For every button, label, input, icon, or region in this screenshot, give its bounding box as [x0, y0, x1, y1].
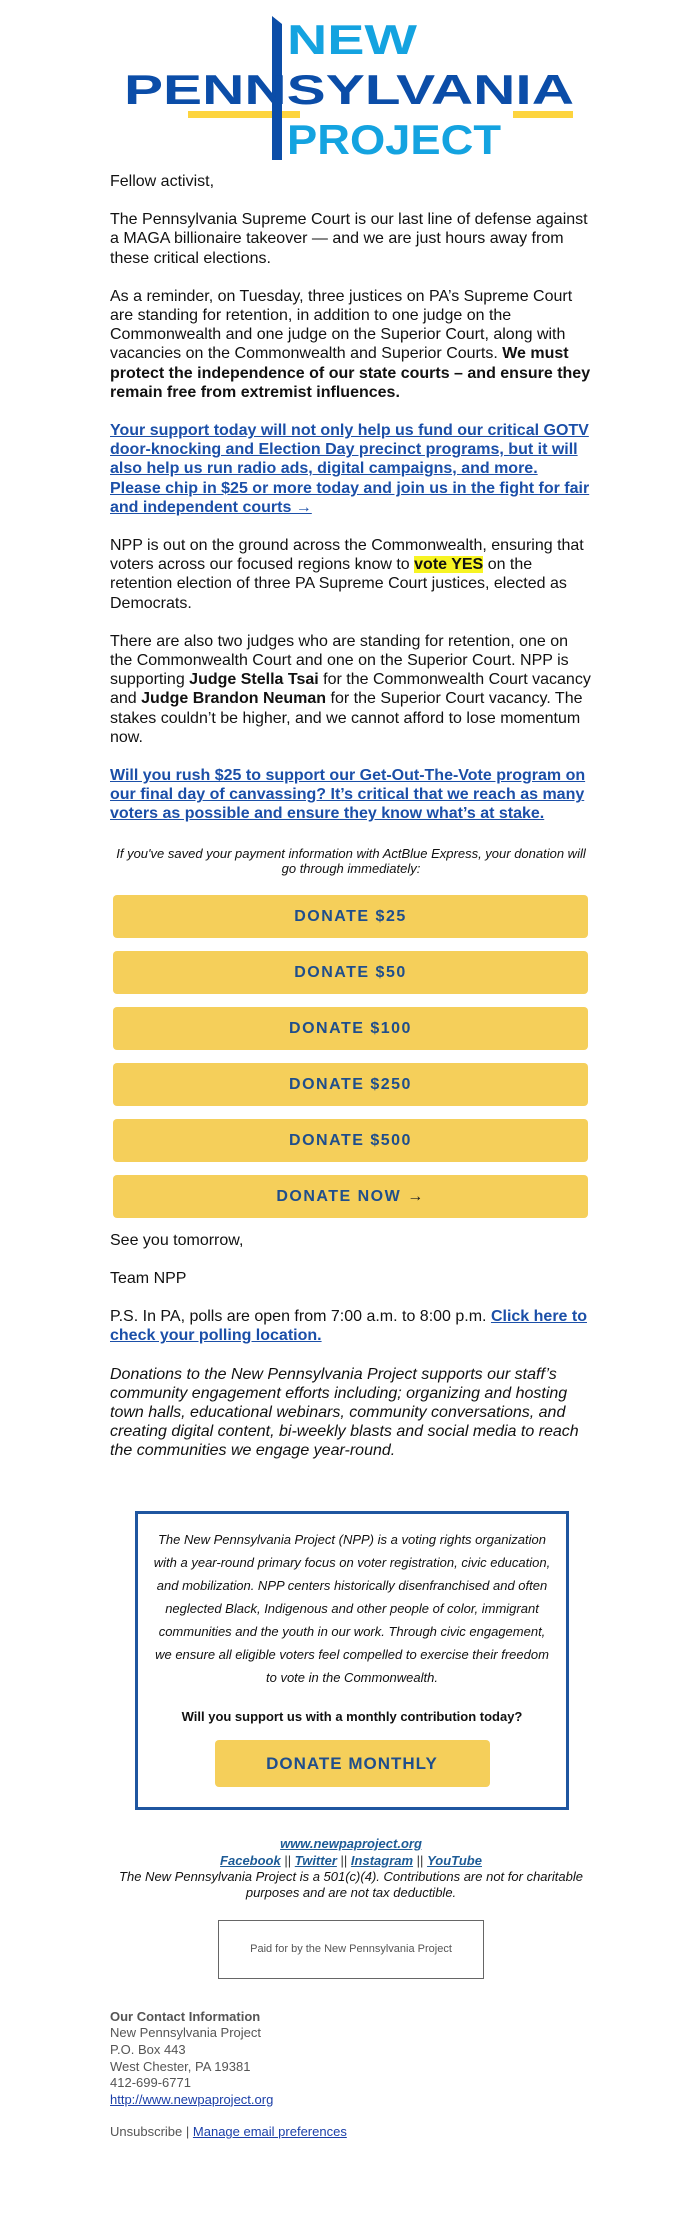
- youtube-link[interactable]: YouTube: [427, 1852, 482, 1868]
- about-box: [135, 1511, 569, 1810]
- facebook-link[interactable]: Facebook: [220, 1852, 281, 1868]
- footer-links: www.newpaproject.org Facebook || Twitter || Instagram || YouTube: [220, 1835, 482, 1868]
- twitter-link[interactable]: Twitter: [294, 1852, 337, 1868]
- vote-yes-highlight: vote YES: [414, 556, 484, 574]
- donate-500-button[interactable]: DONATE $500: [113, 1119, 588, 1162]
- polling-location-link[interactable]: Click here to check your polling location.: [110, 1308, 587, 1345]
- npp-logo: [0, 8, 700, 166]
- greeting: Fellow activist,: [110, 173, 215, 190]
- donate-25-button[interactable]: DONATE $25: [113, 895, 588, 938]
- signature: Team NPP: [110, 1269, 187, 1287]
- donate-250-button[interactable]: DONATE $250: [113, 1063, 588, 1106]
- donate-buttons: [110, 895, 592, 1218]
- paid-for-box: Paid for by the New Pennsylvania Project: [218, 1920, 484, 1979]
- gotv-link[interactable]: Will you rush $25 to support our Get-Out-The-Vote program on our final day of canvassing? It’s critical that we reach as many voters as possible and ensure they know what’s at stake.: [110, 767, 586, 823]
- donate-now-button[interactable]: DONATE NOW →: [113, 1175, 588, 1218]
- about-text: The New Pennsylvania Project (NPP) is a voting rights organization with a year-round primary focus on voter registration, civic education, and mobilization. NPP centers historically disenfranchised and often neglected Black, Indigenous and other people of color, immigrant communities and the youth in our work. Through civic engagement, we ensure all eligible voters feel compelled to exercise their freedom to vote in the Commonwealth.: [153, 1531, 551, 1685]
- donate-100-button[interactable]: DONATE $100: [113, 1007, 588, 1050]
- website-link[interactable]: www.newpaproject.org: [280, 1835, 422, 1851]
- tax-disclaimer: The New Pennsylvania Project is a 501(c)(4). Contributions are not for charitable purposes and are not tax deductible.: [119, 1868, 583, 1900]
- actblue-note: If you've saved your payment information with ActBlue Express, your donation will go through immediately:: [116, 845, 586, 876]
- donate-monthly-button[interactable]: DONATE MONTHLY: [215, 1740, 490, 1787]
- ps-note: P.S. In PA, polls are open from 7:00 a.m. to 8:00 p.m. Click here to check your polling location.: [110, 1308, 587, 1345]
- paragraph-reminder: As a reminder, on Tuesday, three justices on PA’s Supreme Court are standing for retention, in addition to one judge on the Commonwealth and one judge on the Superior Court, along with vacancies on the Commonwealth and Superior Courts. We must protect the independence of our state courts – and ensure they remain free from extremist influences.: [110, 287, 591, 401]
- paragraph-intro: The Pennsylvania Supreme Court is our last line of defense against a MAGA billionaire takeover — and we are just hours away from these critical elections.: [110, 211, 588, 267]
- donations-note: Donations to the New Pennsylvania Project supports our staff’s community engagement efforts including; organizing and hosting town halls, educational webinars, community conversations, and creating digital content, bi-weekly blasts and social media to reach the communities we engage year-round.: [110, 1365, 579, 1460]
- monthly-ask: Will you support us with a monthly contribution today?: [181, 1708, 523, 1724]
- svg-text:NEW: NEW: [287, 16, 418, 63]
- email-body: [110, 172, 592, 2141]
- contact-url-link[interactable]: http://www.newpaproject.org: [110, 2091, 274, 2107]
- unsubscribe-row: Unsubscribe | Manage email preferences: [110, 2124, 347, 2140]
- unsubscribe-link[interactable]: Unsubscribe: [110, 2124, 183, 2140]
- svg-text:PROJECT: PROJECT: [287, 116, 502, 163]
- arrow-right-icon: →: [407, 1187, 425, 1205]
- svg-text:PENNSYLVANIA: PENNSYLVANIA: [124, 66, 574, 113]
- signoff: See you tomorrow,: [110, 1231, 244, 1249]
- manage-preferences-link[interactable]: Manage email preferences: [192, 2124, 347, 2140]
- support-link[interactable]: Your support today will not only help us fund our critical GOTV door-knocking and Election Day precinct programs, but it will also help us run radio ads, digital campaigns, and more. Please chip in $25 or more today and join us in the fight for fair and independent courts →: [110, 422, 590, 516]
- contact-heading: Our Contact Information: [110, 2008, 261, 2024]
- contact-info: Our Contact Information New Pennsylvania Project P.O. Box 443 West Chester, PA 19381 412-699-6771 http://www.newpaproject.org: [110, 2008, 274, 2107]
- paragraph-vote-yes: NPP is out on the ground across the Commonwealth, ensuring that voters across our focused regions know to vote YES on the retention election of three PA Supreme Court justices, elected as Democrats.: [110, 537, 584, 612]
- donate-50-button[interactable]: DONATE $50: [113, 951, 588, 994]
- instagram-link[interactable]: Instagram: [350, 1852, 414, 1868]
- paragraph-judges: There are also two judges who are standing for retention, one on the Commonwealth Court and one on the Superior Court. NPP is supporting Judge Stella Tsai for the Commonwealth Court vacancy and Judge Brandon Neuman for the Superior Court vacancy. The stakes couldn’t be higher, and we cannot afford to lose momentum now.: [110, 632, 591, 746]
- bold-statement: We must protect the independence of our state courts – and ensure they remain free from extremist influences.: [110, 345, 591, 401]
